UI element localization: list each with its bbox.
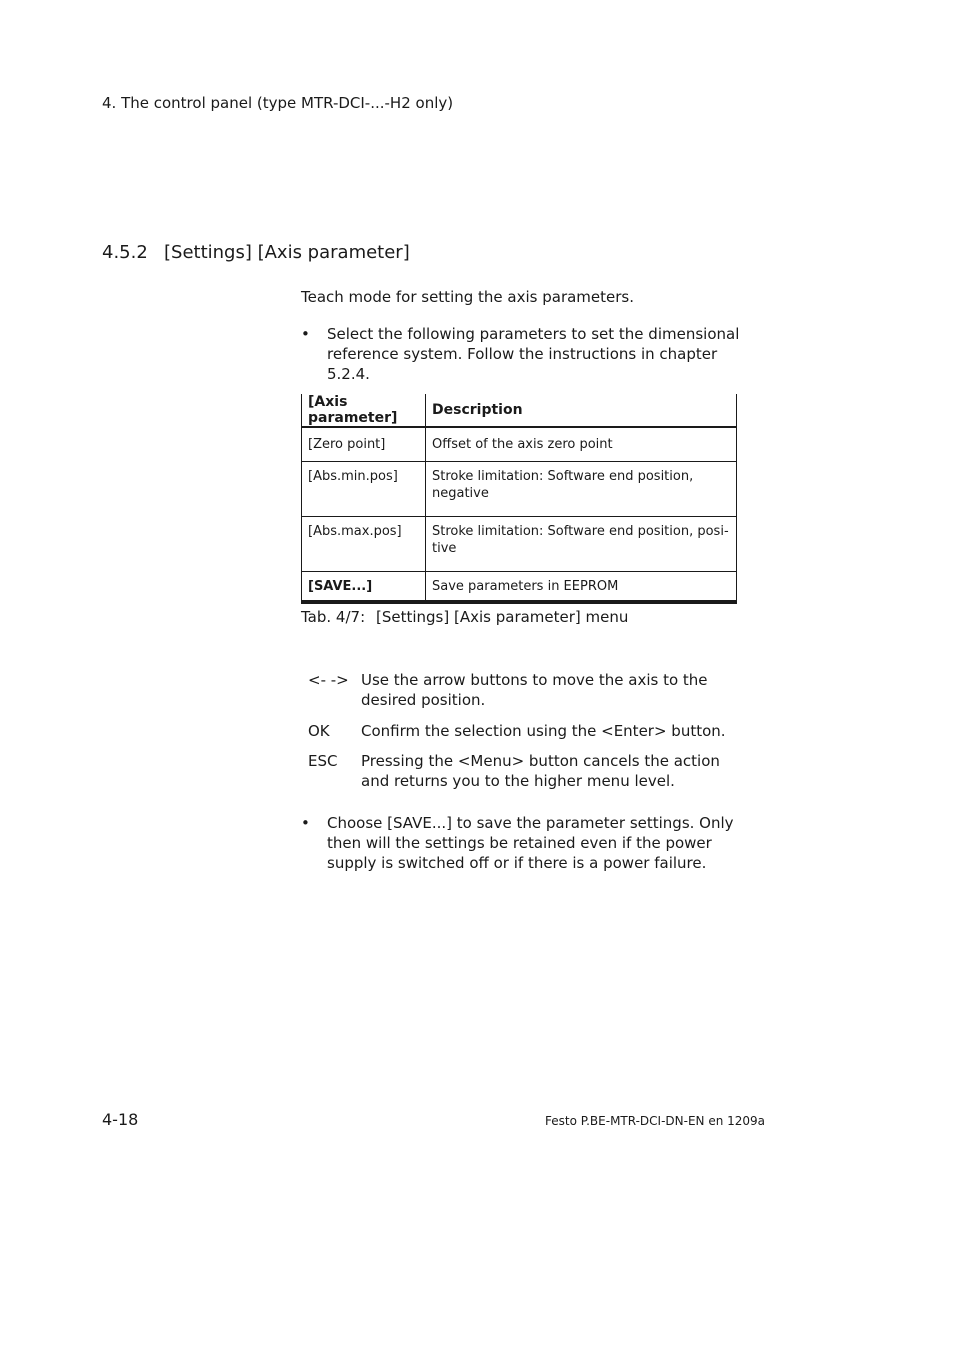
table-row (302, 462, 737, 517)
table-row (302, 517, 737, 572)
table-header-row (302, 394, 737, 427)
bullet-icon: • (301, 814, 310, 832)
section-number: 4.5.2 (102, 242, 148, 263)
ok-key-label: OK (308, 722, 330, 740)
key-item-esc (308, 751, 738, 791)
esc-key-label: ESC (308, 752, 338, 770)
table-cell-description: Stroke limitation: Software end position, negative (426, 462, 737, 517)
table-cell-parameter: [Zero point] (302, 427, 426, 462)
bullet-text: Choose [SAVE...] to save the parameter settings. Only then will the settings be retained even if the power supply is switched off or if there is a power failure. (327, 814, 734, 872)
footer-reference: Festo P.BE-MTR-DCI-DN-EN en 1209a (545, 1114, 766, 1128)
arrow-keys-label: <- -> (308, 671, 349, 689)
key-description: Pressing the <Menu> button cancels the action and returns you to the higher menu level. (361, 752, 720, 790)
section-title: [Settings] [Axis parameter] (164, 242, 410, 263)
column-header-description: Description (426, 394, 737, 427)
key-item-ok (308, 721, 738, 741)
bullet-item (301, 813, 741, 873)
bullet-text: Select the following parameters to set the dimensional reference system. Follow the instructions in chapter 5.2.4. (327, 325, 740, 383)
key-description: Confirm the selection using the <Enter> button. (361, 722, 726, 740)
running-header: 4. The control panel (type MTR-DCI-...-H2 only) (102, 94, 454, 112)
caption-label: Tab. 4/7: (301, 608, 366, 626)
caption-text: [Settings] [Axis parameter] menu (376, 608, 629, 626)
section-heading (102, 242, 410, 263)
table-cell-parameter: [Abs.max.pos] (302, 517, 426, 572)
table-row (302, 572, 737, 603)
table-row (302, 427, 737, 462)
key-item-arrows (308, 670, 738, 710)
table-cell-description: Stroke limitation: Software end position, posi-tive (426, 517, 737, 572)
table-caption (301, 608, 628, 626)
table-cell-description: Offset of the axis zero point (426, 427, 737, 462)
bullet-icon: • (301, 325, 310, 343)
bullet-item (301, 324, 741, 384)
table-cell-parameter: [SAVE...] (302, 572, 426, 603)
axis-parameter-table (301, 394, 737, 604)
page-number: 4-18 (102, 1110, 139, 1129)
table-cell-description: Save parameters in EEPROM (426, 572, 737, 603)
intro-text: Teach mode for setting the axis parameters. (301, 288, 635, 306)
column-header-parameter: [Axis parameter] (302, 394, 426, 427)
key-description: Use the arrow buttons to move the axis to the desired position. (361, 671, 708, 709)
table-cell-parameter: [Abs.min.pos] (302, 462, 426, 517)
